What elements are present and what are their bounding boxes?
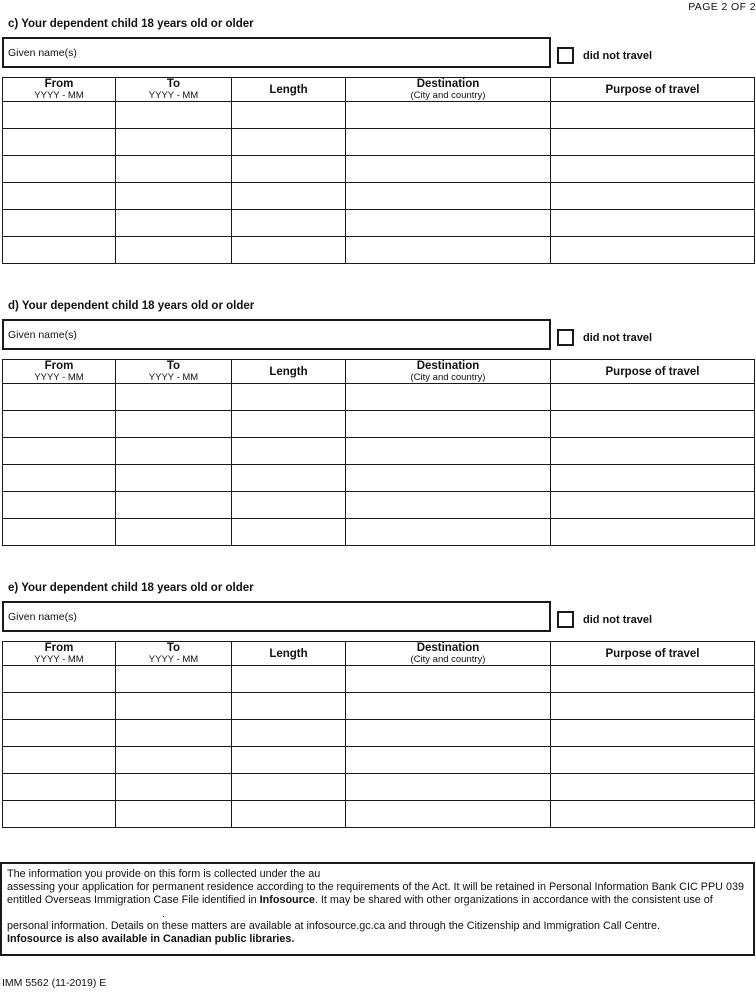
given-names-field[interactable] [2, 319, 551, 350]
cell-purpose[interactable] [551, 801, 755, 828]
travel-table-row [3, 747, 755, 774]
privacy-notice-box [0, 862, 755, 956]
col-title-to: To [166, 78, 181, 90]
cell-destination[interactable] [346, 666, 551, 693]
cell-purpose[interactable] [551, 129, 755, 156]
cell-to[interactable] [116, 411, 232, 438]
cell-to[interactable] [116, 237, 232, 264]
given-names-field-label: Given name(s) [8, 328, 77, 341]
cell-from[interactable] [3, 492, 116, 519]
cell-purpose[interactable] [551, 210, 755, 237]
cell-purpose[interactable] [551, 774, 755, 801]
cell-to[interactable] [116, 210, 232, 237]
travel-table-row [3, 519, 755, 546]
col-title-length: Length [269, 647, 308, 660]
col-sub-destination: (City and country) [410, 90, 486, 101]
cell-from[interactable] [3, 183, 116, 210]
cell-destination[interactable] [346, 693, 551, 720]
cell-length[interactable] [232, 720, 346, 747]
travel-history-table [2, 359, 755, 546]
travel-table-row [3, 720, 755, 747]
travel-table-header-row [3, 78, 755, 102]
col-sub-to: YYYY - MM [148, 372, 199, 383]
cell-to[interactable] [116, 438, 232, 465]
col-header-length [232, 78, 346, 102]
cell-to[interactable] [116, 129, 232, 156]
cell-from[interactable] [3, 666, 116, 693]
travel-table-row [3, 411, 755, 438]
cell-from[interactable] [3, 156, 116, 183]
cell-purpose[interactable] [551, 666, 755, 693]
cell-to[interactable] [116, 747, 232, 774]
cell-from[interactable] [3, 129, 116, 156]
col-sub-from: YYYY - MM [34, 90, 84, 101]
cell-destination[interactable] [346, 210, 551, 237]
col-title-destination: Destination [416, 78, 480, 90]
given-names-field[interactable] [2, 37, 551, 68]
col-header-purpose [551, 360, 755, 384]
section-dependent-child-c [0, 18, 756, 280]
cell-destination[interactable] [346, 129, 551, 156]
cell-destination[interactable] [346, 492, 551, 519]
col-header-length [232, 642, 346, 666]
travel-table-row [3, 492, 755, 519]
col-sub-destination: (City and country) [410, 654, 486, 665]
cell-length[interactable] [232, 102, 346, 129]
cell-destination[interactable] [346, 102, 551, 129]
cell-destination[interactable] [346, 384, 551, 411]
col-title-from: From [44, 78, 74, 90]
cell-destination[interactable] [346, 720, 551, 747]
cell-purpose[interactable] [551, 693, 755, 720]
form-code: IMM 5562 (11-2019) E [2, 977, 107, 989]
section-dependent-child-e [0, 582, 756, 844]
given-names-field-label: Given name(s) [8, 610, 77, 623]
did-not-travel-checkbox[interactable] [557, 47, 574, 64]
did-not-travel-checkbox[interactable] [557, 611, 574, 628]
travel-history-table [2, 641, 755, 828]
cell-from[interactable] [3, 465, 116, 492]
cell-from[interactable] [3, 747, 116, 774]
travel-table-row [3, 156, 755, 183]
privacy-notice-line: assessing your application for permanent residence according to the requirements of the Act. It will be retained in Personal Information Bank CIC PPU 039 [7, 881, 744, 894]
cell-from[interactable] [3, 693, 116, 720]
col-header-purpose [551, 78, 755, 102]
section-heading: e) Your dependent child 18 years old or older [8, 582, 254, 594]
col-title-destination: Destination [416, 642, 480, 654]
col-header-destination [346, 78, 551, 102]
col-header-destination [346, 360, 551, 384]
col-title-destination: Destination [416, 360, 480, 372]
cell-length[interactable] [232, 411, 346, 438]
did-not-travel-label: did not travel [583, 49, 653, 62]
cell-to[interactable] [116, 183, 232, 210]
section-heading: c) Your dependent child 18 years old or older [8, 18, 254, 30]
col-title-length: Length [269, 83, 308, 96]
travel-table-row [3, 384, 755, 411]
travel-table-row [3, 438, 755, 465]
travel-table-row [3, 801, 755, 828]
privacy-notice-line: The information you provide on this form is collected under the au [7, 868, 321, 880]
infosource-bold-text: Infosource [259, 894, 315, 907]
cell-length[interactable] [232, 129, 346, 156]
cell-length[interactable] [232, 492, 346, 519]
cell-purpose[interactable] [551, 438, 755, 465]
cell-length[interactable] [232, 774, 346, 801]
privacy-notice-line: personal information. Details on these matters are available at infosource.gc.ca and through the Citizenship and Immigration Call Centre. [7, 920, 660, 933]
section-dependent-child-d [0, 300, 756, 562]
travel-table-row [3, 237, 755, 264]
cell-destination[interactable] [346, 774, 551, 801]
travel-table-row [3, 102, 755, 129]
cell-from[interactable] [3, 720, 116, 747]
cell-length[interactable] [232, 465, 346, 492]
privacy-notice-line [7, 894, 748, 907]
col-header-from [3, 78, 116, 102]
cell-from[interactable] [3, 801, 116, 828]
cell-purpose[interactable] [551, 720, 755, 747]
cell-to[interactable] [116, 774, 232, 801]
privacy-notice-line-bold: Infosource is also available in Canadian public libraries. [7, 933, 295, 946]
cell-length[interactable] [232, 693, 346, 720]
given-names-field[interactable] [2, 601, 551, 632]
travel-table-header-row [3, 642, 755, 666]
cell-destination[interactable] [346, 438, 551, 465]
travel-table-row [3, 693, 755, 720]
cell-destination[interactable] [346, 747, 551, 774]
cell-destination[interactable] [346, 465, 551, 492]
cell-to[interactable] [116, 492, 232, 519]
page-number-indicator: PAGE 2 OF 2 [688, 1, 756, 13]
cell-destination[interactable] [346, 801, 551, 828]
col-sub-from: YYYY - MM [34, 654, 84, 665]
col-header-to [116, 360, 232, 384]
cell-destination[interactable] [346, 519, 551, 546]
col-header-to [116, 78, 232, 102]
col-sub-destination: (City and country) [410, 372, 486, 383]
cell-to[interactable] [116, 156, 232, 183]
cell-length[interactable] [232, 519, 346, 546]
did-not-travel-checkbox[interactable] [557, 329, 574, 346]
cell-from[interactable] [3, 519, 116, 546]
cell-from[interactable] [3, 411, 116, 438]
cell-destination[interactable] [346, 156, 551, 183]
cell-length[interactable] [232, 183, 346, 210]
cell-from[interactable] [3, 384, 116, 411]
col-title-from: From [44, 360, 74, 372]
cell-destination[interactable] [346, 183, 551, 210]
col-header-destination [346, 642, 551, 666]
cell-purpose[interactable] [551, 237, 755, 264]
cell-purpose[interactable] [551, 411, 755, 438]
cell-from[interactable] [3, 237, 116, 264]
cell-purpose[interactable] [551, 384, 755, 411]
cell-from[interactable] [3, 774, 116, 801]
cell-purpose[interactable] [551, 492, 755, 519]
cell-destination[interactable] [346, 237, 551, 264]
col-title-purpose: Purpose of travel [605, 365, 700, 378]
travel-table-row [3, 774, 755, 801]
travel-table-row [3, 210, 755, 237]
cell-to[interactable] [116, 465, 232, 492]
cell-from[interactable] [3, 102, 116, 129]
cell-from[interactable] [3, 210, 116, 237]
cell-length[interactable] [232, 210, 346, 237]
col-title-purpose: Purpose of travel [605, 647, 700, 660]
section-heading: d) Your dependent child 18 years old or older [8, 300, 255, 312]
cell-purpose[interactable] [551, 183, 755, 210]
given-names-field-label: Given name(s) [8, 46, 77, 59]
cell-purpose[interactable] [551, 156, 755, 183]
col-sub-to: YYYY - MM [148, 90, 199, 101]
cell-length[interactable] [232, 156, 346, 183]
cell-length[interactable] [232, 237, 346, 264]
col-title-purpose: Purpose of travel [605, 83, 700, 96]
cell-to[interactable] [116, 102, 232, 129]
cell-to[interactable] [116, 384, 232, 411]
cell-length[interactable] [232, 666, 346, 693]
cell-to[interactable] [116, 693, 232, 720]
privacy-notice-text: entitled Overseas Immigration Case File identified in [7, 894, 260, 907]
cell-purpose[interactable] [551, 102, 755, 129]
cell-length[interactable] [232, 438, 346, 465]
cell-purpose[interactable] [551, 465, 755, 492]
col-header-length [232, 360, 346, 384]
col-sub-to: YYYY - MM [148, 654, 199, 665]
travel-history-table [2, 77, 755, 264]
cell-to[interactable] [116, 720, 232, 747]
cell-from[interactable] [3, 438, 116, 465]
did-not-travel-label: did not travel [583, 613, 653, 626]
privacy-notice-text: . It may be shared with other organizations in accordance with the consistent use of [314, 894, 713, 907]
cell-to[interactable] [116, 519, 232, 546]
col-header-purpose [551, 642, 755, 666]
col-title-to: To [166, 360, 181, 372]
cell-length[interactable] [232, 747, 346, 774]
col-sub-from: YYYY - MM [34, 372, 84, 383]
travel-table-row [3, 183, 755, 210]
col-title-length: Length [269, 365, 308, 378]
cell-to[interactable] [116, 666, 232, 693]
travel-table-row [3, 129, 755, 156]
col-header-to [116, 642, 232, 666]
travel-table-header-row [3, 360, 755, 384]
travel-table-row [3, 465, 755, 492]
col-header-from [3, 642, 116, 666]
cell-destination[interactable] [346, 411, 551, 438]
col-header-from [3, 360, 116, 384]
cell-to[interactable] [116, 801, 232, 828]
cell-length[interactable] [232, 801, 346, 828]
col-title-to: To [166, 642, 181, 654]
cell-purpose[interactable] [551, 519, 755, 546]
travel-table-row [3, 666, 755, 693]
col-title-from: From [44, 642, 74, 654]
cell-length[interactable] [232, 384, 346, 411]
cell-purpose[interactable] [551, 747, 755, 774]
scan-artifact-dot: . [162, 907, 165, 920]
did-not-travel-label: did not travel [583, 331, 653, 344]
